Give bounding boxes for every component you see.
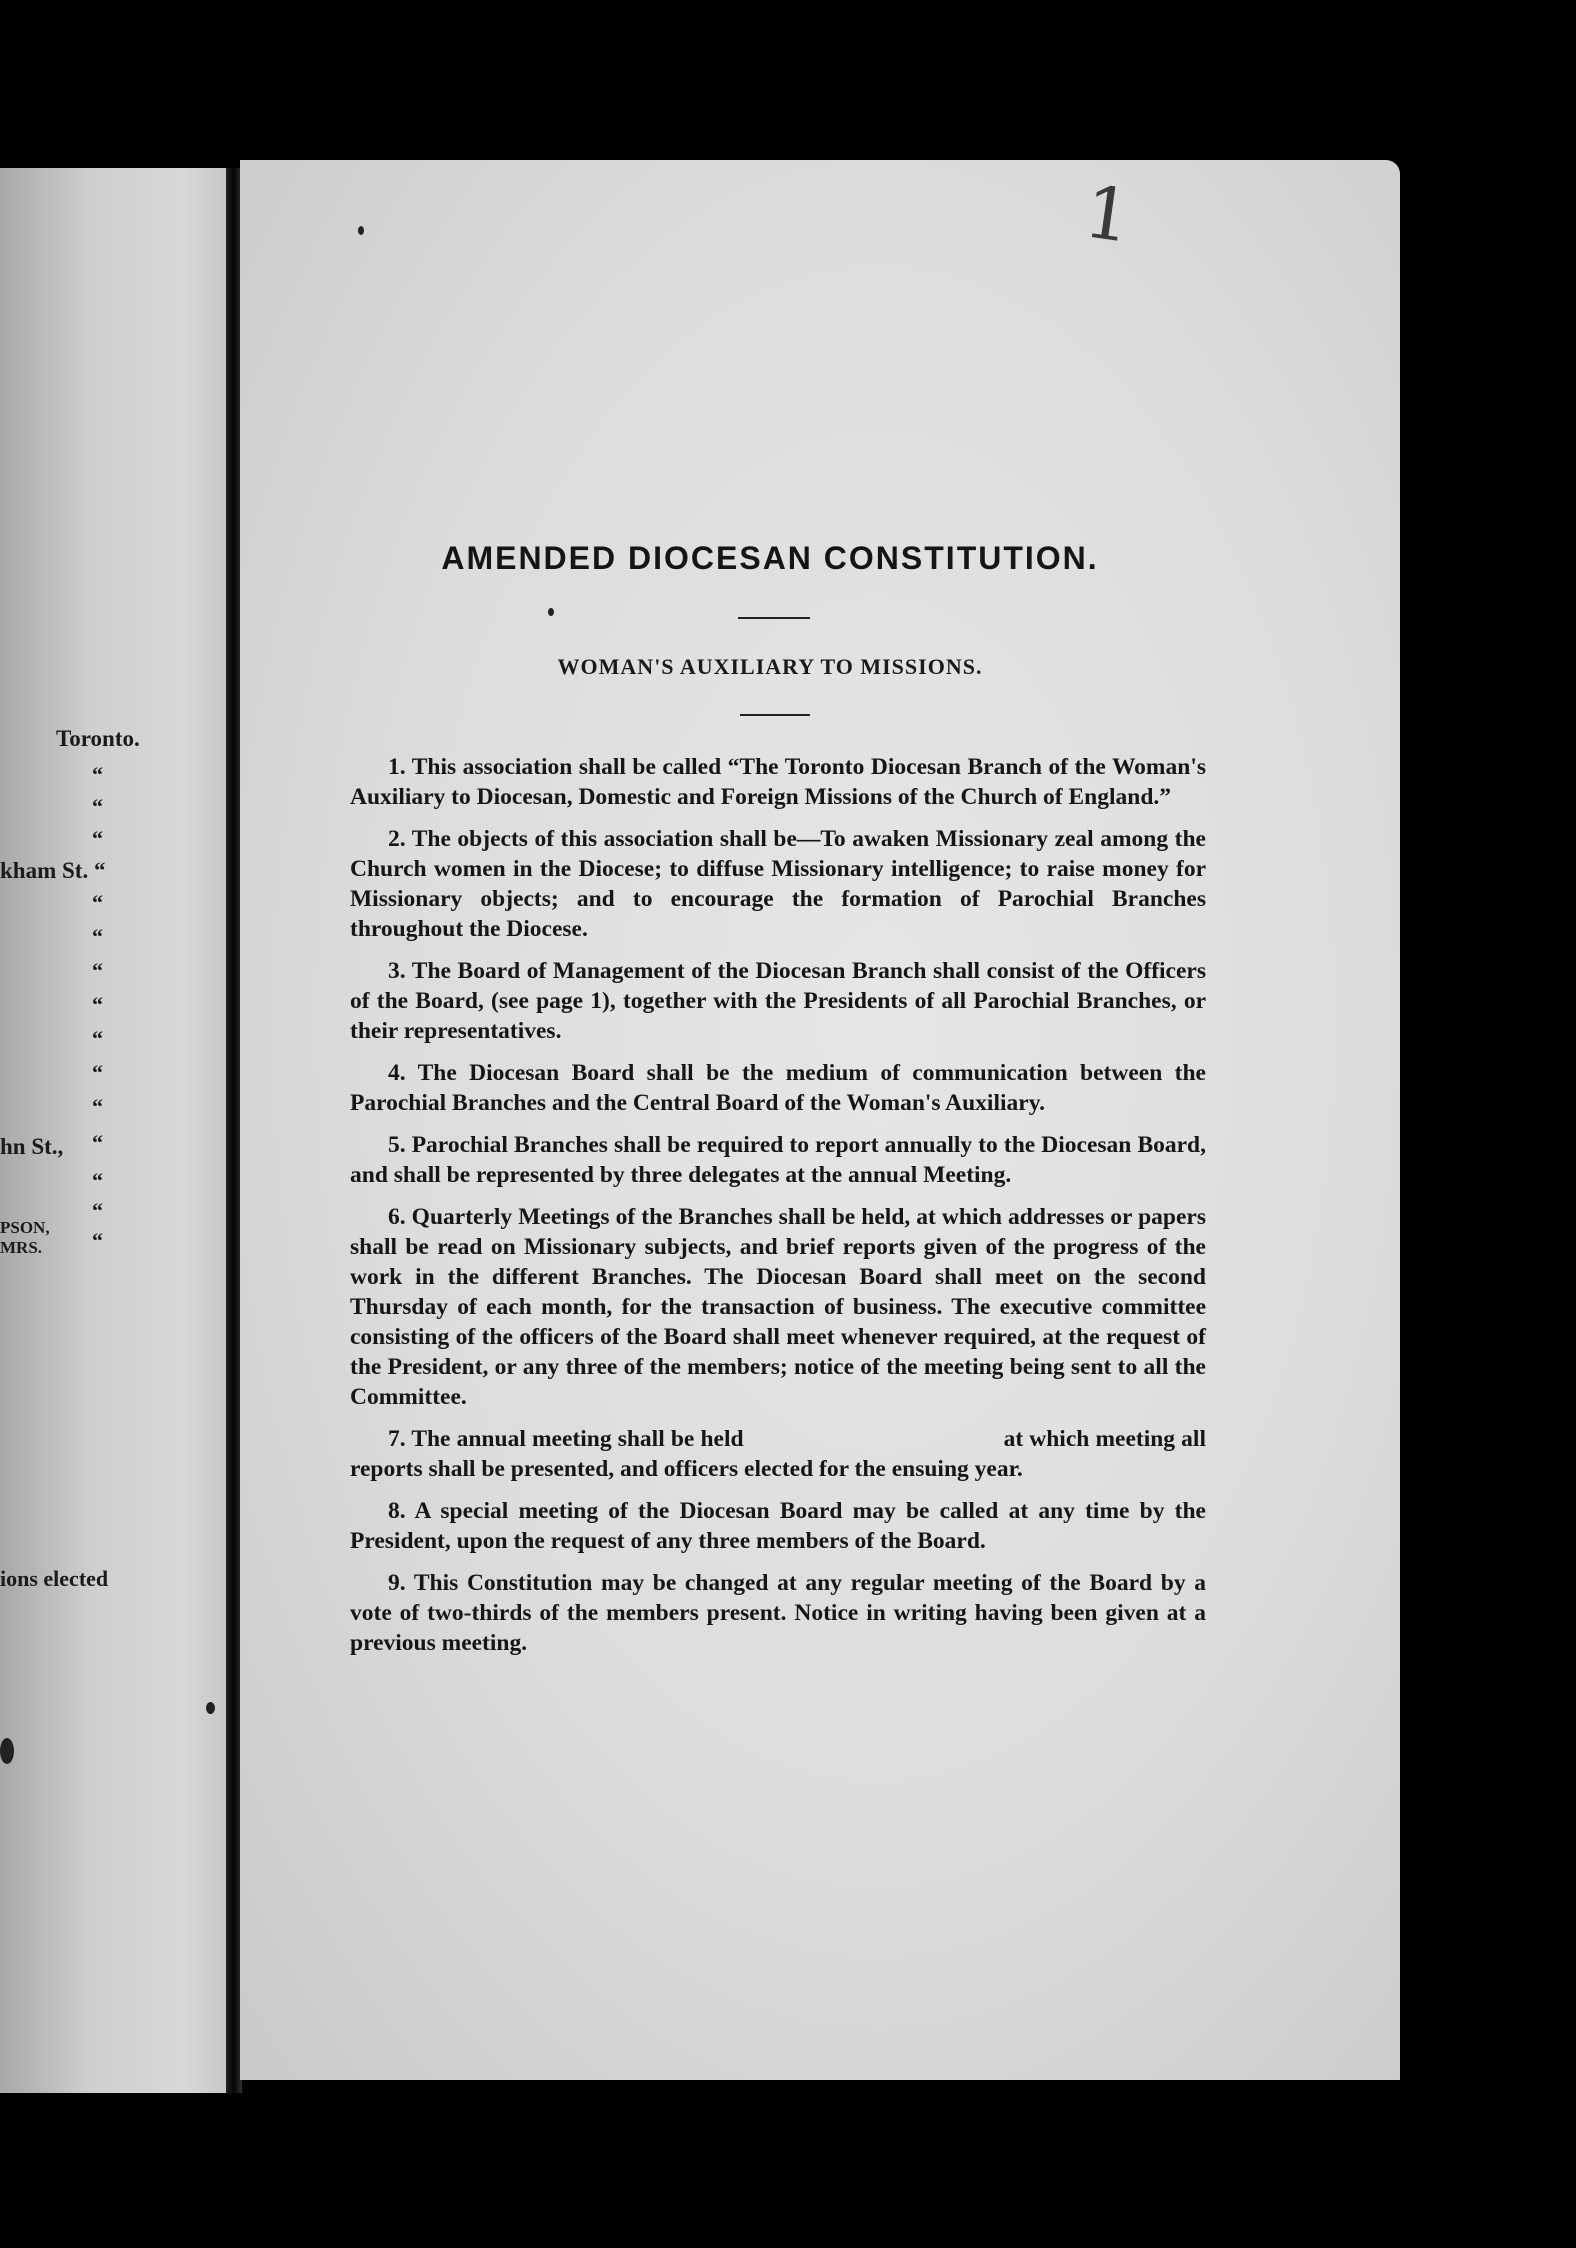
scan-speck (0, 1738, 14, 1764)
left-page-line: kham St. “ (0, 858, 106, 883)
article-1: 1. This association shall be called “The Toronto Diocesan Branch of the Woman's Auxiliary to Diocesan, Domestic and Foreign Missions of the Church of England.” (350, 754, 1206, 810)
left-page-line: hn St., (0, 1134, 64, 1159)
article-8: 8. A special meeting of the Diocesan Board may be called at any time by the President, upon the request of any three members of the Board. (350, 1498, 1206, 1554)
ditto-mark: “ (92, 826, 103, 851)
ditto-mark: “ (92, 890, 103, 915)
scan-speck (358, 226, 364, 235)
left-page-line: Toronto. (56, 726, 140, 751)
ditto-mark: “ (92, 1026, 103, 1051)
article-5: 5. Parochial Branches shall be required to report annually to the Diocesan Board, and shall be represented by three delegates at the annual Meeting. (350, 1132, 1206, 1188)
article-4: 4. The Diocesan Board shall be the medium of communication between the Parochial Branches and the Central Board of the Woman's Auxiliary. (350, 1060, 1206, 1116)
subtitle-divider (740, 714, 810, 716)
left-page-line: ions elected (0, 1566, 109, 1591)
article-7 (350, 1424, 1206, 1484)
article-2: 2. The objects of this association shall be—To awaken Missionary zeal among the Church women in the Diocese; to diffuse Missionary intelligence; to raise money for Missionary objects; and to encourage the formation of Parochial Branches throughout the Diocese. (350, 826, 1206, 942)
ditto-mark: “ (92, 958, 103, 983)
left-facing-page (0, 168, 232, 2093)
scan-speck (548, 608, 554, 616)
left-page-line: PSON, (0, 1218, 50, 1237)
article-7-start: 7. The annual meeting shall be held (388, 1426, 744, 1452)
ditto-mark: “ (92, 1094, 103, 1119)
ditto-mark: “ (92, 1198, 103, 1223)
document-subtitle: WOMAN'S AUXILIARY TO MISSIONS. (557, 654, 983, 679)
ditto-mark: “ (92, 1228, 103, 1253)
document-title: AMENDED DIOCESAN CONSTITUTION. (441, 540, 1099, 576)
article-7-end: at which meeting all reports shall be presented, and officers elected for the ensuing year. (350, 1426, 1206, 1482)
article-9: 9. This Constitution may be changed at any regular meeting of the Board by a vote of two-thirds of the members present. Notice in writing having been given at a previous meeting. (350, 1570, 1206, 1656)
scan-speck (206, 1702, 215, 1714)
constitution-body (350, 752, 1206, 1670)
title-divider (738, 617, 810, 619)
ditto-mark: “ (92, 794, 103, 819)
ditto-mark: “ (92, 992, 103, 1017)
left-page-line: MRS. (0, 1238, 43, 1257)
article-6: 6. Quarterly Meetings of the Branches shall be held, at which addresses or papers shall be read on Missionary subjects, and brief reports given of the progress of the work in the different Branches. The Diocesan Board shall meet on the second Thursday of each month, for the transaction of business. The executive committee consisting of the officers of the Board shall meet whenever required, at the request of the President, or any three of the members; notice of the meeting being sent to all the Committee. (350, 1204, 1206, 1410)
ditto-mark: “ (92, 762, 103, 787)
handwritten-page-mark: 1 (1079, 169, 1137, 259)
ditto-mark: “ (92, 1130, 103, 1155)
ditto-mark: “ (92, 1168, 103, 1193)
ditto-mark: “ (92, 1060, 103, 1085)
article-3: 3. The Board of Management of the Diocesan Branch shall consist of the Officers of the Board, (see page 1), together with the Presidents of all Parochial Branches, or their representatives. (350, 958, 1206, 1044)
ditto-mark: “ (92, 924, 103, 949)
